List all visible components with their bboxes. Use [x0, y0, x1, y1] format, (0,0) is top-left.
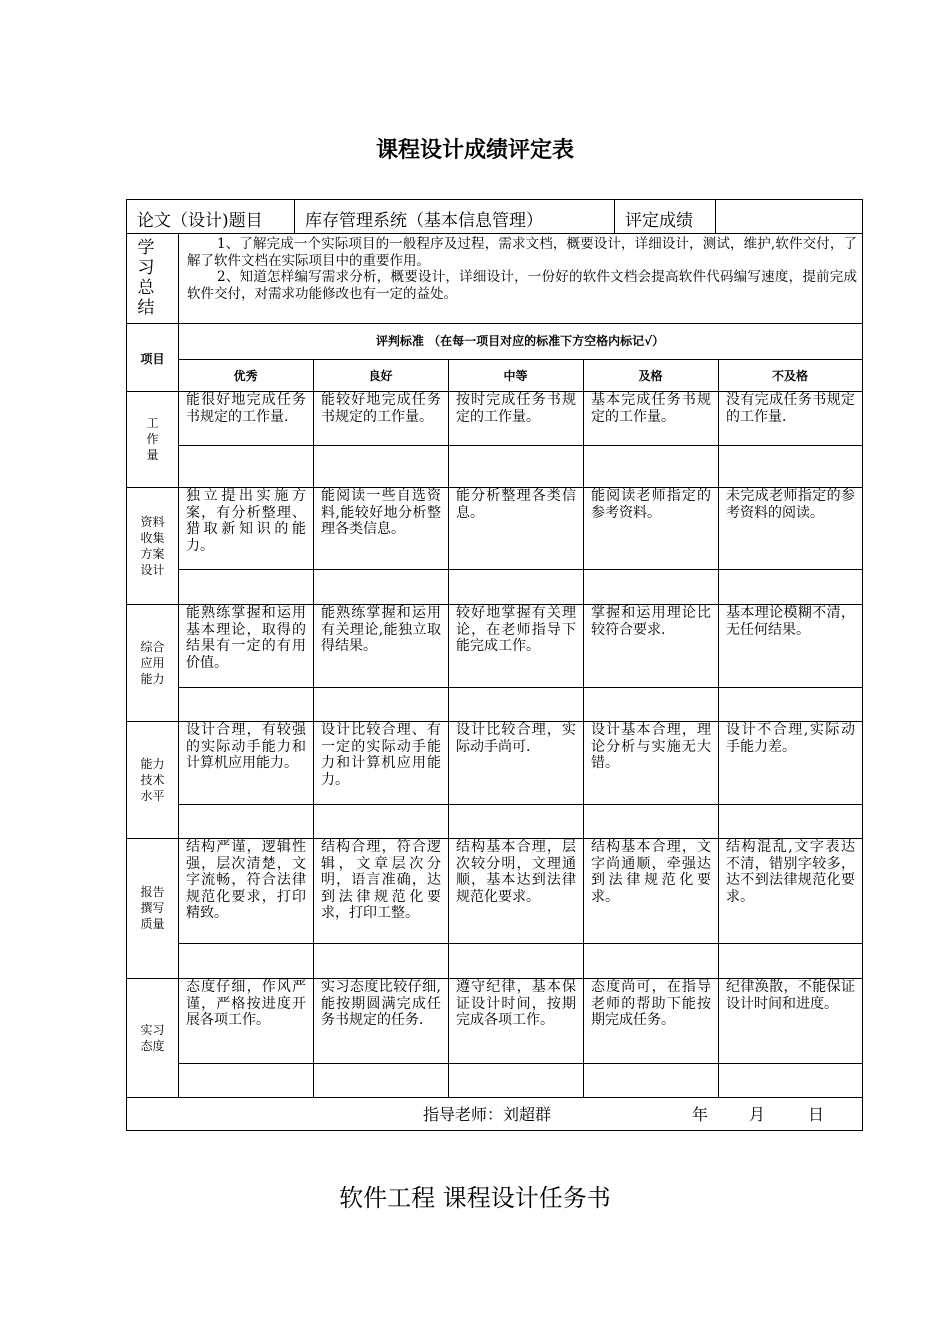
mark-cell[interactable]: [448, 805, 583, 838]
criterion-cell: 设计合理，有较强的实际动手能力和计算机应用能力。: [186, 722, 306, 771]
item-label: 项目: [140, 352, 165, 366]
criterion-cell: 设计基本合理，理论分析与实施无大错。: [591, 722, 711, 771]
criterion-label-line: 资料: [140, 514, 165, 529]
criterion-cell: 设计不合理,实际动手能力差。: [726, 722, 855, 755]
mark-cell[interactable]: [583, 688, 718, 721]
mark-cell[interactable]: [313, 446, 448, 487]
criterion-cell: 设计比较合理、有一定的实际动手能力和计算机应用能力。: [321, 722, 441, 788]
mark-cell[interactable]: [448, 446, 583, 487]
level-header: 及格: [638, 369, 663, 383]
criterion-label: [127, 756, 178, 804]
mark-cell[interactable]: [718, 688, 862, 721]
criterion-cell: 独立提出实施方案，有分析整理、猎取新知识的能力。: [186, 488, 306, 554]
criterion-label-line: 撰写: [140, 901, 165, 915]
table-rule: [127, 233, 862, 234]
criterion-cell: 设计比较合理，实际动手尚可.: [456, 722, 576, 755]
task-book-title: 软件工程 课程设计任务书: [339, 1184, 611, 1212]
mark-cell[interactable]: [313, 1064, 448, 1097]
mark-cell[interactable]: [313, 570, 448, 604]
criterion-cell: 能阅读老师指定的参考资料。: [591, 488, 711, 521]
criterion-cell: 能较好地完成任务书规定的工作量。: [321, 392, 441, 425]
table-rule: [313, 359, 314, 391]
table-rule: [718, 721, 719, 838]
table-rule: [178, 359, 862, 360]
mark-cell[interactable]: [583, 570, 718, 604]
table-rule: [718, 978, 719, 1097]
table-rule: [448, 721, 449, 838]
mark-cell[interactable]: [178, 446, 313, 487]
level-header: 中等: [503, 369, 528, 383]
table-rule: [448, 604, 449, 721]
summary-para-2: 2、知道怎样编写需求分析，概要设计，详细设计，一份好的软件文档会提高软件代码编写速度，提前完成软件交付，对需求功能修改也有一定的益处。: [187, 269, 857, 302]
criterion-label-line: 工: [146, 416, 159, 430]
date-day: 日: [808, 1105, 825, 1124]
criterion-cell: 结构严谨，逻辑性强，层次清楚，文字流畅，符合法律规范化要求，打印精致。: [186, 839, 306, 921]
mark-cell[interactable]: [313, 688, 448, 721]
mark-cell[interactable]: [448, 570, 583, 604]
table-rule: [313, 721, 314, 838]
table-rule: [448, 978, 449, 1097]
criterion-cell: 没有完成任务书规定的工作量.: [726, 392, 855, 425]
summary-label-char: 学: [137, 238, 155, 258]
criterion-cell: 结构混乱,文字表达不清，错别字较多，达不到法律规范化要求。: [726, 839, 855, 905]
table-rule: [127, 323, 862, 324]
grade-table: [126, 199, 863, 1131]
level-header: 不及格: [771, 369, 808, 383]
mark-cell[interactable]: [583, 1064, 718, 1097]
mark-cell[interactable]: [718, 1064, 862, 1097]
table-rule: [583, 838, 584, 978]
mark-row-divider: [178, 1063, 862, 1064]
level-header: 良好: [368, 369, 393, 383]
criterion-label-line: 技术: [140, 772, 165, 787]
mark-cell[interactable]: [583, 805, 718, 838]
mark-row-divider: [178, 445, 862, 446]
mark-cell[interactable]: [583, 446, 718, 487]
mark-cell[interactable]: [718, 944, 862, 978]
topic-label: 论文（设计)题目: [137, 211, 263, 231]
criterion-cell: 实习态度比较仔细,能按期圆满完成任务书规定的任务.: [321, 979, 441, 1028]
table-rule: [448, 391, 449, 487]
mark-cell[interactable]: [178, 805, 313, 838]
table-rule: [313, 978, 314, 1097]
standard-label: 评判标准 （在每一项目对应的标准下方空格内标记√）: [375, 334, 665, 348]
criterion-label: [127, 1022, 178, 1054]
table-rule: [583, 391, 584, 487]
criterion-label-line: 应用: [140, 655, 165, 670]
level-header: 优秀: [233, 369, 258, 383]
criterion-label-line: 方案: [140, 546, 165, 561]
page-title: 课程设计成绩评定表: [375, 138, 574, 163]
criterion-label-line: 实习: [140, 1022, 165, 1037]
date-month: 月: [749, 1105, 766, 1124]
criterion-cell: 结构基本合理，文字尚通顺，牵强达到法律规范化要求。: [591, 839, 711, 905]
date-year: 年: [692, 1105, 709, 1124]
mark-cell[interactable]: [718, 446, 862, 487]
table-rule: [718, 391, 719, 487]
criterion-label: [127, 415, 178, 463]
advisor-signature: 指导老师：刘超群: [423, 1105, 552, 1124]
criterion-cell: 纪律涣散，不能保证设计时间和进度。: [726, 979, 855, 1012]
mark-row-divider: [178, 804, 862, 805]
table-rule: [127, 487, 862, 488]
mark-cell[interactable]: [178, 944, 313, 978]
table-rule: [614, 200, 615, 233]
table-rule: [448, 838, 449, 978]
table-rule: [583, 359, 584, 391]
criterion-cell: 结构基本合理，层次较分明，文理通顺，基本达到法律规范化要求。: [456, 839, 576, 905]
criterion-cell: 态度尚可，在指导老师的帮助下能按期完成任务。: [591, 979, 711, 1028]
criterion-label-line: 态度: [140, 1038, 165, 1053]
criterion-cell: 按时完成任务书规定的工作量。: [456, 392, 576, 425]
mark-cell[interactable]: [178, 570, 313, 604]
criterion-label: [127, 514, 178, 578]
table-rule: [127, 391, 862, 392]
mark-row-divider: [178, 687, 862, 688]
criterion-label: [127, 639, 178, 687]
table-rule: [127, 838, 862, 839]
table-rule: [313, 391, 314, 487]
criterion-cell: 态度仔细，作风严谨，严格按进度开展各项工作。: [186, 979, 306, 1028]
table-rule: [127, 721, 862, 722]
summary-label: [136, 238, 156, 318]
criterion-cell: 能熟练掌握和运用有关理论,能独立取得结果。: [321, 605, 441, 654]
mark-cell[interactable]: [178, 688, 313, 721]
mark-cell[interactable]: [448, 1064, 583, 1097]
mark-row-divider: [178, 569, 862, 570]
table-rule: [127, 978, 862, 979]
criterion-cell: 基本完成任务书规定的工作量。: [591, 392, 711, 425]
criterion-cell: 能很好地完成任务书规定的工作量.: [186, 392, 306, 425]
criterion-label-line: 收集: [140, 530, 165, 545]
criterion-label-line: 质量: [140, 917, 165, 931]
table-rule: [583, 721, 584, 838]
grade-label: 评定成绩: [625, 211, 693, 231]
mark-cell[interactable]: [448, 944, 583, 978]
mark-cell[interactable]: [718, 570, 862, 604]
criterion-label-line: 能力: [140, 671, 165, 686]
table-rule: [718, 359, 719, 391]
criterion-cell: 较好地掌握有关理论，在老师指导下能完成工作。: [456, 605, 576, 654]
criterion-cell: 结构合理，符合逻辑，文章层次分明，语言准确，达到法律规范化要求，打印工整。: [321, 839, 441, 921]
table-rule: [715, 200, 716, 233]
criterion-label-line: 能力: [140, 756, 165, 771]
table-rule: [127, 1097, 862, 1098]
mark-cell[interactable]: [313, 944, 448, 978]
criterion-label-line: 报告: [140, 885, 165, 899]
table-rule: [313, 838, 314, 978]
table-rule: [583, 978, 584, 1097]
mark-cell[interactable]: [178, 1064, 313, 1097]
summary-label-char: 总: [137, 278, 155, 298]
table-rule: [583, 487, 584, 604]
table-rule: [313, 487, 314, 604]
table-rule: [127, 604, 862, 605]
table-rule: [178, 233, 179, 1097]
table-rule: [313, 604, 314, 721]
criterion-label-line: 水平: [140, 788, 165, 803]
criterion-cell: 遵守纪律，基本保证设计时间，按期完成各项工作。: [456, 979, 576, 1028]
criterion-label: [127, 884, 178, 932]
table-rule: [448, 487, 449, 604]
table-rule: [718, 604, 719, 721]
summary-para-1: 1、了解完成一个实际项目的一般程序及过程，需求文档，概要设计，详细设计，测试，维护,软件交付，了解了软件文档在实际项目中的重要作用。: [187, 236, 857, 269]
criterion-cell: 掌握和运用理论比较符合要求.: [591, 605, 711, 638]
criterion-label-line: 设计: [140, 562, 165, 577]
criterion-cell: 能分析整理各类信息。: [456, 488, 576, 521]
table-rule: [583, 604, 584, 721]
topic-value: 库存管理系统（基本信息管理）: [305, 211, 543, 231]
table-rule: [718, 487, 719, 604]
mark-row-divider: [178, 943, 862, 944]
criterion-label-line: 作: [146, 432, 159, 446]
criterion-cell: 未完成老师指定的参考资料的阅读。: [726, 488, 855, 521]
mark-cell[interactable]: [313, 805, 448, 838]
table-rule: [448, 359, 449, 391]
table-rule: [294, 200, 295, 233]
criterion-cell: 能熟练掌握和运用基本理论，取得的结果有一定的有用价值。: [186, 605, 306, 671]
mark-cell[interactable]: [583, 944, 718, 978]
summary-label-char: 习: [137, 258, 155, 278]
summary-label-char: 结: [137, 298, 155, 318]
criterion-label-line: 综合: [140, 639, 165, 654]
criterion-cell: 基本理论模糊不清，无任何结果。: [726, 605, 855, 638]
table-rule: [718, 838, 719, 978]
mark-cell[interactable]: [448, 688, 583, 721]
criterion-label-line: 量: [146, 448, 159, 462]
mark-cell[interactable]: [718, 805, 862, 838]
criterion-cell: 能阅读一些自选资料,能较好地分析整理各类信息。: [321, 488, 441, 537]
